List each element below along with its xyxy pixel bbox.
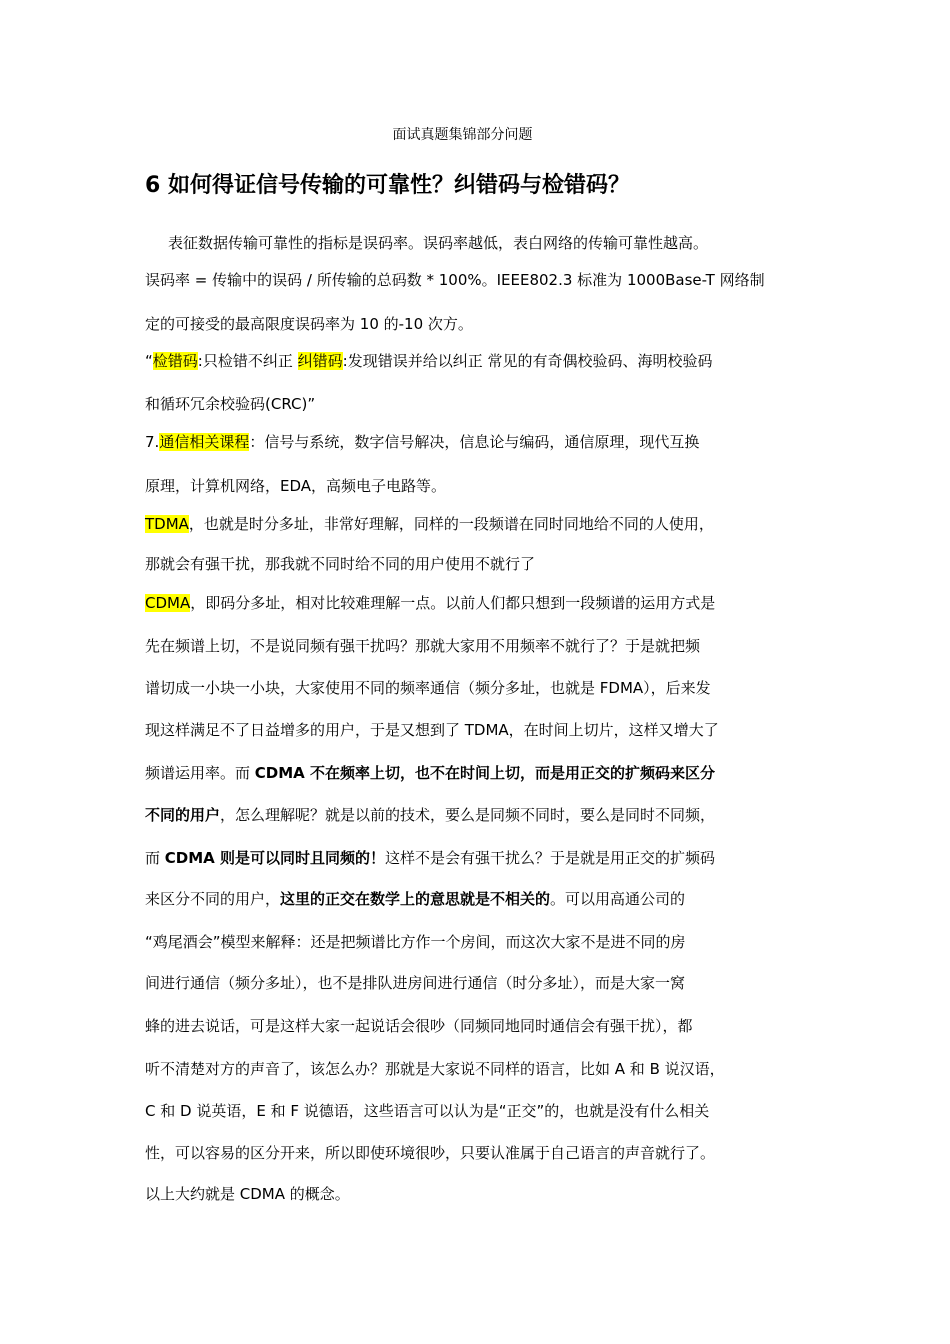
paragraph-line [145,1182,350,1206]
bold-text: 这里的正交在数学上的意思就是不相关的 [280,890,551,908]
bold-text: CDMA 则是可以同时且同频的！ [164,849,385,867]
paragraph-line [145,512,714,536]
text-run: :只检错不纠正 [197,352,298,370]
paragraph-line [145,887,685,911]
highlighted-term: TDMA [145,515,189,533]
text-run: ，也就是时分多址，非常好理解，同样的一段频谱在同时同地给不同的人使用， [188,515,714,533]
paragraph-line [145,846,715,870]
page-header: 面试真题集锦部分问题 [392,127,533,143]
paragraph-line [145,392,315,416]
paragraph-line [145,268,765,292]
paragraph-line [168,231,708,255]
section-title: 6 如何得证信号传输的可靠性？纠错码与检错码？ [145,173,630,198]
text-run: 谱切成一小块一小块，大家使用不同的频率通信（频分多址，也就是 FDMA），后来发 [145,679,711,697]
text-run: 而 [145,849,165,867]
text-run: 7. [145,433,160,451]
text-run: 现这样满足不了日益增多的用户，于是又想到了 TDMA，在时间上切片，这样又增大了 [145,721,719,739]
text-run: 先在频谱上切，不是说同频有强干扰吗？那就大家用不用频率不就行了？于是就把频 [145,637,701,655]
text-run: 蜂的进去说话，可是这样大家一起说话会很吵（同频同地同时通信会有强干扰），都 [145,1017,693,1035]
highlighted-term: 纠错码 [297,352,343,370]
text-run: 来区分不同的用户， [145,890,281,908]
paragraph-line [145,718,719,742]
paragraph-line [145,676,711,700]
bold-text: CDMA 不在频率上切，也不在时间上切，而是用正交的扩频码来区分 [254,764,716,782]
text-run: ：信号与系统，数字信号解决，信息论与编码，通信原理，现代互换 [249,433,700,451]
paragraph-line [145,1099,709,1123]
text-run: 这样不是会有强干扰么？于是就是用正交的扩频码 [385,849,716,867]
text-run: ，即码分多址，相对比较难理解一点。以前人们都只想到一段频谱的运用方式是 [190,594,716,612]
bold-text: 不同的用户 [145,806,221,824]
text-run: 和循环冗余校验码(CRC)” [145,395,316,413]
paragraph-line [145,552,535,576]
text-run: 定的可接受的最高限度误码率为 10 的-10 次方。 [145,315,473,333]
highlighted-term: 检错码 [152,352,198,370]
text-run: 原理，计算机网络，EDA，高频电子电路等。 [145,477,447,495]
paragraph-line [145,803,715,827]
paragraph-line [145,591,715,615]
paragraph-line [145,1057,725,1081]
text-run: ，怎么理解呢？就是以前的技术，要么是同频不同时，要么是同时不同频， [220,806,716,824]
paragraph-line [145,1014,693,1038]
highlighted-term: 通信相关课程 [159,433,250,451]
text-run: 。可以用高通公司的 [550,890,686,908]
text-run: 那就会有强干扰，那我就不同时给不同的用户使用不就行了 [145,555,536,573]
text-run: 间进行通信（频分多址），也不是排队进房间进行通信（时分多址），而是大家一窝 [145,974,686,992]
text-run: “ [145,352,153,370]
text-run: 以上大约就是 CDMA 的概念。 [145,1185,350,1203]
paragraph-line [145,930,686,954]
text-run: C 和 D 说英语，E 和 F 说德语，这些语言可以认为是“正交”的，也就是没有什么相关 [145,1102,710,1120]
paragraph-line [145,634,700,658]
paragraph-line [145,312,473,336]
text-run: :发现错误并给以纠正 常见的有奇偶校验码、海明校验码 [342,352,713,370]
highlighted-term: CDMA [145,594,191,612]
text-run: 表征数据传输可靠性的指标是误码率。误码率越低，表白网络的传输可靠性越高。 [168,234,709,252]
paragraph-line [145,474,446,498]
paragraph-line [145,971,685,995]
text-run: 听不清楚对方的声音了，该怎么办？那就是大家说不同样的语言，比如 A 和 B 说汉语， [145,1060,725,1078]
text-run: 误码率 = 传输中的误码 / 所传输的总码数 * 100%。IEEE802.3 标准为 1000Base-T 网络制 [145,271,765,289]
paragraph-line [145,1141,715,1165]
text-run: 频谱运用率。而 [145,764,255,782]
text-run: “鸡尾酒会”模型来解释：还是把频谱比方作一个房间，而这次大家不是进不同的房 [145,933,686,951]
paragraph-line [145,349,712,373]
paragraph-line [145,761,715,785]
text-run: 性，可以容易的区分开来，所以即使环境很吵，只要认准属于自己语言的声音就行了。 [145,1144,716,1162]
paragraph-line [145,430,699,454]
